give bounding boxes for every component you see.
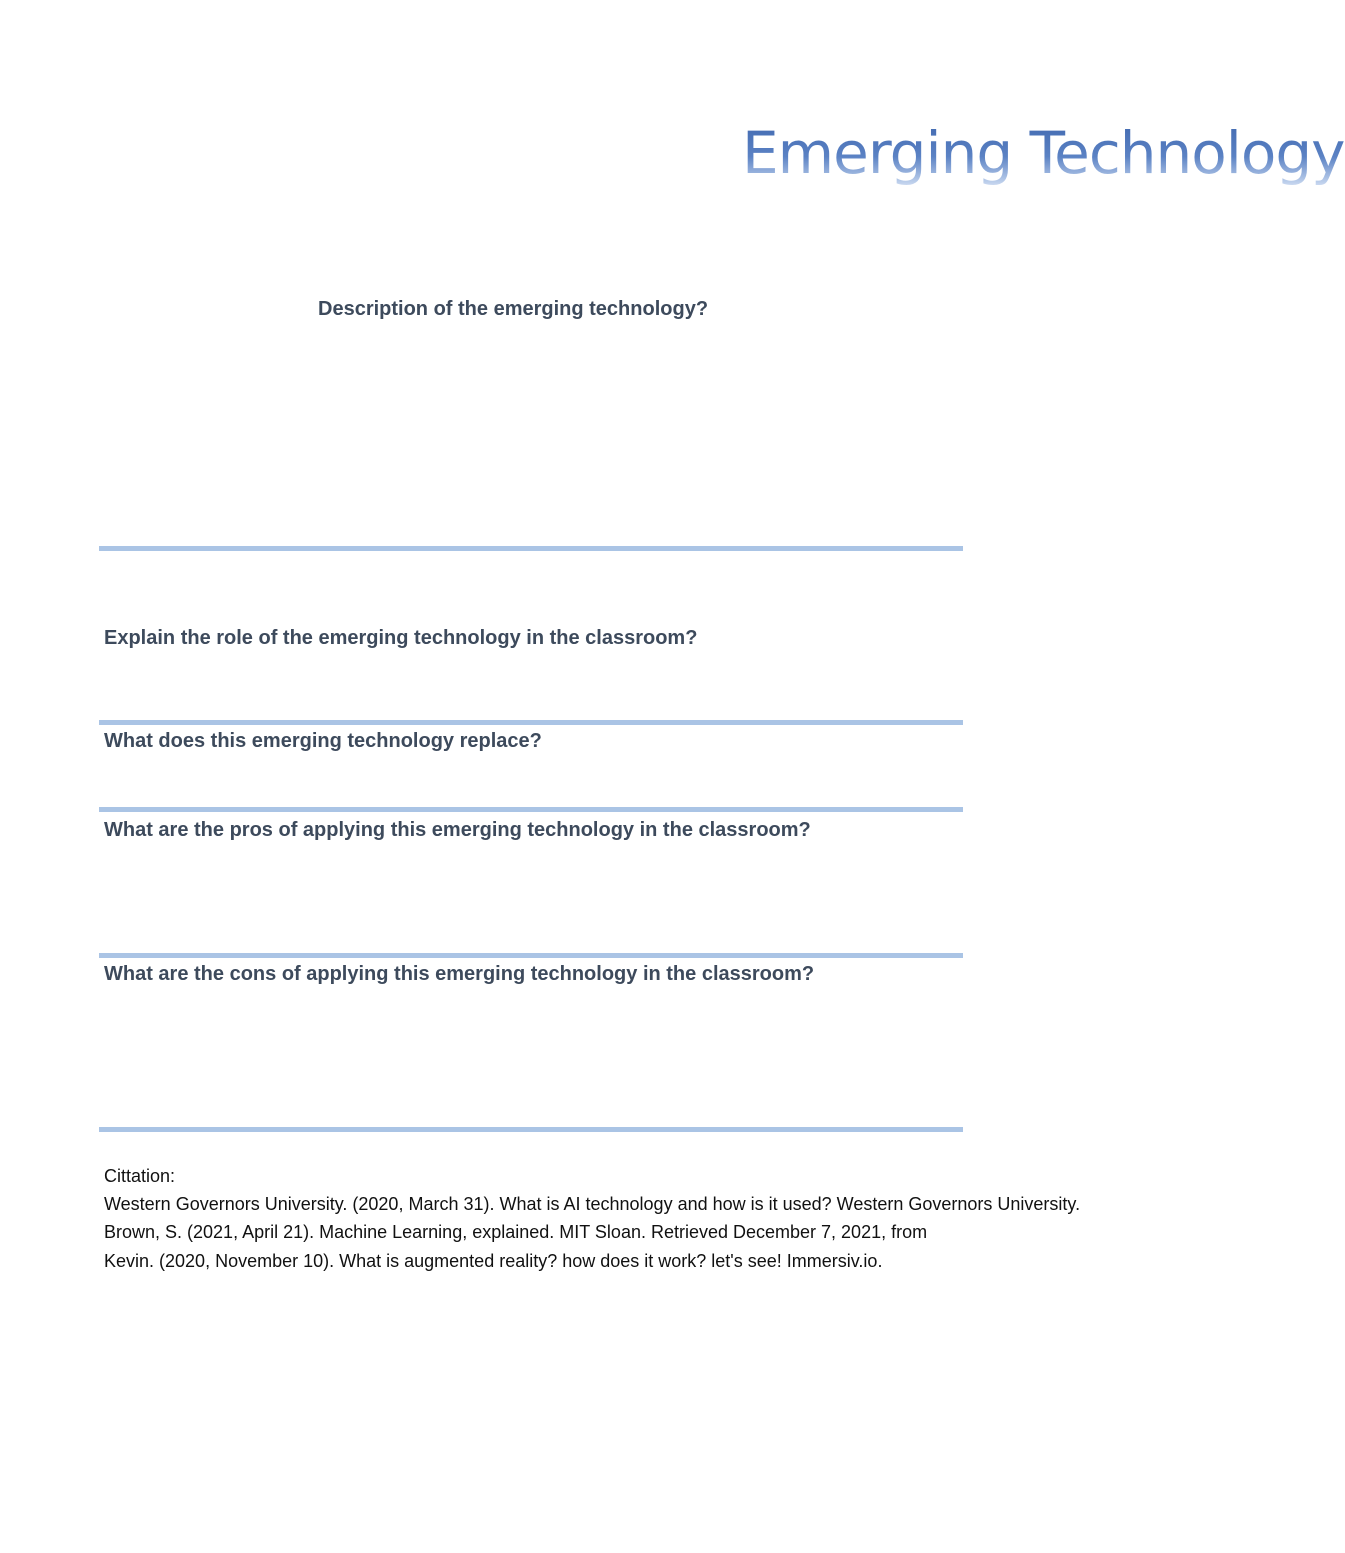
question-description: Description of the emerging technology? <box>318 298 709 320</box>
citation-entry: Brown, S. (2021, April 21). Machine Learning, explained. MIT Sloan. Retrieved December 7, 2021, from <box>104 1222 928 1242</box>
section-divider <box>99 953 963 958</box>
citation-entry: Kevin. (2020, November 10). What is augmented reality? how does it work? let's see! Immersiv.io. <box>104 1251 883 1271</box>
question-cons: What are the cons of applying this emerging technology in the classroom? <box>104 963 815 985</box>
question-replace: What does this emerging technology replace? <box>104 730 542 752</box>
question-pros: What are the pros of applying this emerging technology in the classroom? <box>104 819 811 841</box>
section-divider <box>99 1127 963 1132</box>
citation-label: Cittation: <box>104 1166 176 1186</box>
page-title: Emerging Technology <box>742 119 1345 187</box>
section-divider <box>99 720 963 725</box>
section-divider <box>99 546 963 551</box>
question-role: Explain the role of the emerging technology in the classroom? <box>104 627 698 649</box>
section-divider <box>99 807 963 812</box>
citation-entry: Western Governors University. (2020, March 31). What is AI technology and how is it used? Western Governors University. <box>104 1194 1081 1214</box>
